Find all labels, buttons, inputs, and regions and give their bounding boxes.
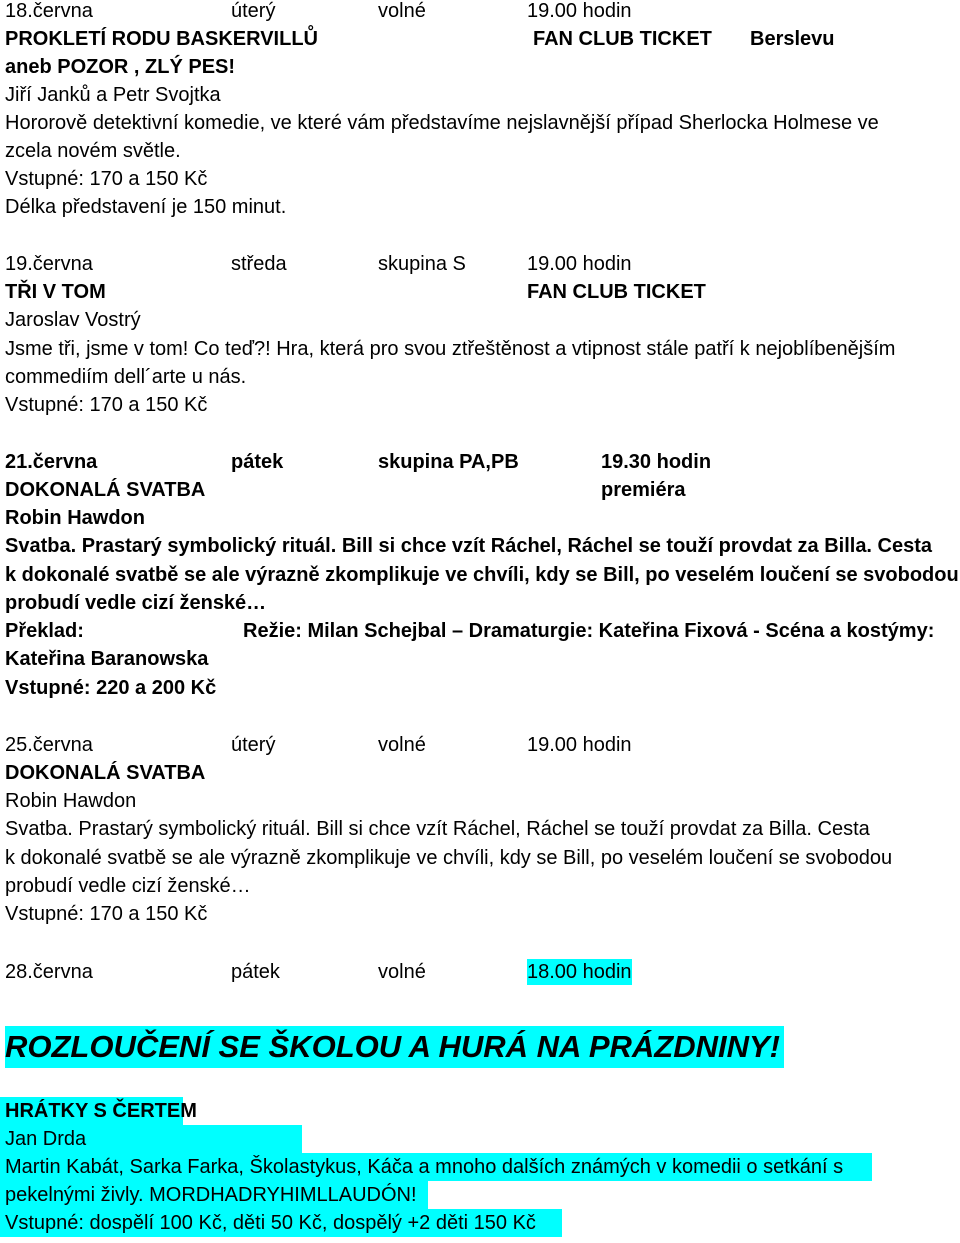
event-date: 25.června	[5, 734, 93, 756]
event-author: Jiří Janků a Petr Svojtka	[5, 84, 221, 106]
event-title: DOKONALÁ SVATBA	[5, 762, 206, 784]
event-description: Jsme tři, jsme v tom! Co teď?! Hra, která pro svou ztřeštěnost a vtipnost stále patří k nejoblíbenějším	[5, 338, 896, 360]
event-description: Hororově detektivní komedie, ve které vám představíme nejslavnější případ Sherlocka Holmese ve	[5, 112, 879, 134]
event-author: Robin Hawdon	[5, 507, 145, 529]
event-credits: Kateřina Baranowska	[5, 648, 209, 670]
event-date: 21.června	[5, 451, 98, 473]
event-title: PROKLETÍ RODU BASKERVILLŮ	[5, 28, 318, 50]
event-day: úterý	[231, 0, 276, 22]
event-description: k dokonalé svatbě se ale výrazně zkomplikuje ve chvíli, kdy se Bill, po veselém loučení se svobodou	[5, 564, 959, 586]
event-description: probudí vedle cizí ženské…	[5, 875, 251, 897]
event-author: Jan Drda	[5, 1128, 87, 1150]
event-price: Vstupné: 170 a 150 Kč	[5, 903, 208, 925]
event-price: Vstupné: 220 a 200 Kč	[5, 677, 217, 699]
event-subtitle: aneb POZOR , ZLÝ PES!	[5, 56, 236, 78]
event-time: 19.00 hodin	[527, 734, 632, 756]
event-description: commediím dell´arte u nás.	[5, 366, 247, 388]
event-description: k dokonalé svatbě se ale výrazně zkomplikuje ve chvíli, kdy se Bill, po veselém loučení se svobodou	[5, 847, 893, 869]
event-price: Vstupné: dospělí 100 Kč, děti 50 Kč, dospělý +2 děti 150 Kč	[5, 1212, 536, 1234]
event-group: skupina PA,PB	[378, 451, 519, 473]
event-date: 18.června	[5, 0, 93, 22]
event-group: skupina S	[378, 253, 466, 275]
event-title: TŘI V TOM	[5, 281, 106, 303]
event-description: Svatba. Prastarý symbolický rituál. Bill si chce vzít Ráchel, Ráchel se touží provdat za Billa. Cesta	[5, 818, 870, 840]
event-description: pekelnými živly. MORDHADRYHIMLLAUDÓN!	[5, 1184, 417, 1206]
event-time: 19.00 hodin	[527, 253, 632, 275]
event-time: 19.00 hodin	[527, 0, 632, 22]
credits-label: Překlad:	[5, 620, 84, 642]
venue-label: Berslevu	[750, 28, 835, 50]
ticket-label: FAN CLUB TICKET	[533, 28, 712, 50]
event-group: volné	[378, 0, 426, 22]
event-length: Délka představení je 150 minut.	[5, 196, 287, 218]
event-date: 19.června	[5, 253, 93, 275]
event-time: 18.00 hodin	[527, 961, 632, 983]
premiere-label: premiéra	[601, 479, 686, 501]
event-day: úterý	[231, 734, 276, 756]
event-group: volné	[378, 734, 426, 756]
event-group: volné	[378, 961, 426, 983]
event-author: Robin Hawdon	[5, 790, 137, 812]
credits-text: Režie: Milan Schejbal – Dramaturgie: Kateřina Fixová - Scéna a kostýmy:	[243, 620, 935, 642]
event-day: středa	[231, 253, 287, 275]
event-author: Jaroslav Vostrý	[5, 309, 141, 331]
event-title: HRÁTKY S ČERTEM	[5, 1100, 197, 1122]
event-description: Svatba. Prastarý symbolický rituál. Bill si chce vzít Ráchel, Ráchel se touží provdat za Billa. Cesta	[5, 535, 933, 557]
event-description: Martin Kabát, Sarka Farka, Školastykus, Káča a mnoho dalších známých v komedii o setkání s	[5, 1156, 844, 1178]
farewell-banner: ROZLOUČENÍ SE ŠKOLOU A HURÁ NA PRÁZDNINY!	[5, 1026, 784, 1068]
event-price: Vstupné: 170 a 150 Kč	[5, 394, 208, 416]
ticket-label: FAN CLUB TICKET	[527, 281, 706, 303]
event-date: 28.června	[5, 961, 93, 983]
event-title: DOKONALÁ SVATBA	[5, 479, 206, 501]
event-description: zcela novém světle.	[5, 140, 181, 162]
event-description: probudí vedle cizí ženské…	[5, 592, 267, 614]
event-day: pátek	[231, 451, 284, 473]
event-day: pátek	[231, 961, 280, 983]
event-price: Vstupné: 170 a 150 Kč	[5, 168, 208, 190]
event-time: 19.30 hodin	[601, 451, 712, 473]
